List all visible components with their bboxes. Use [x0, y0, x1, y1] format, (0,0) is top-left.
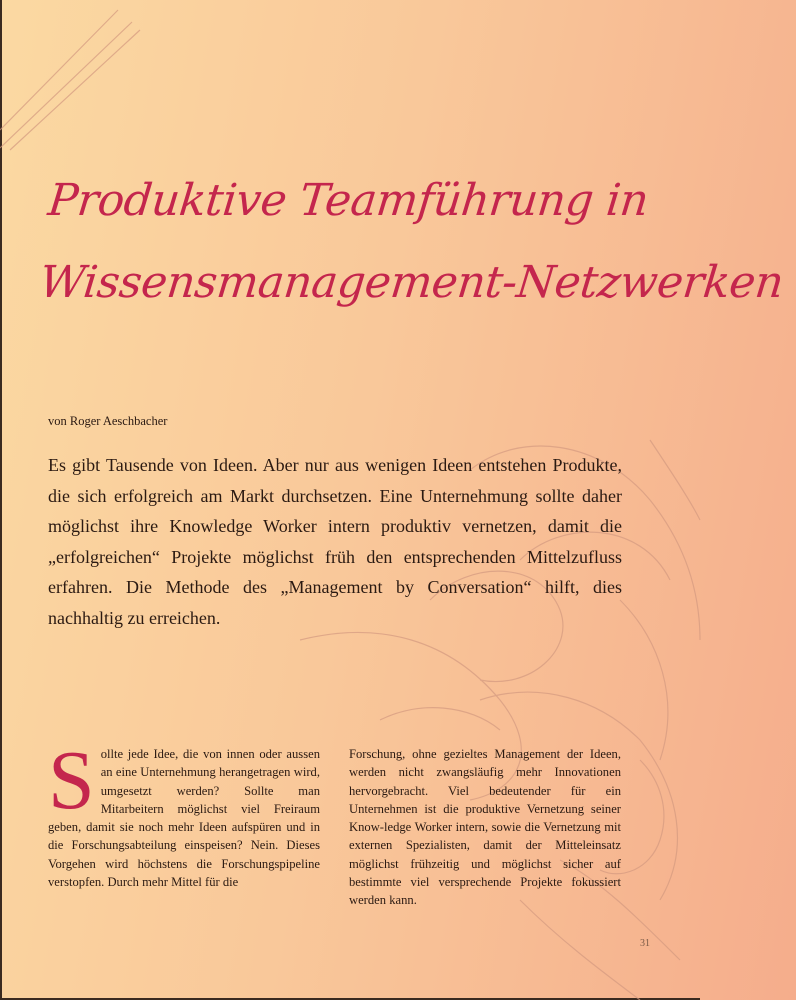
body-column-left — [48, 734, 320, 891]
drop-cap: S — [48, 734, 95, 827]
body-column-left-text: ollte jede Idee, die von innen oder aussen an eine Unternehmung herangetragen wird, umgesetzt werden? Sollte man Mitarbeitern möglichst viel Freiraum geben, damit sie noch mehr Ideen aufspüren und in die Forschungsabteilung einspeisen? Nein. Dieses Vorgehen wird höchstens die Forschungspipeline verstopfen. Durch mehr Mittel für die — [48, 747, 320, 890]
page-number: 31 — [640, 938, 650, 949]
article-title-line-1: Produktive Teamführung in — [45, 175, 651, 226]
page-left-border — [0, 0, 2, 1000]
body-column-right: Forschung, ohne gezieltes Management der Ideen, werden nicht zwangsläufig mehr Innovationen hervorgebracht. Viel bedeutender für ein Unternehmen ist die produktive Vernetzung seiner Know-ledge Worker intern, sowie die Vernetzung mit externen Spezialisten, damit der Mitteleinsatz möglichst frühzeitig und möglichst sicher auf bestimmte viel versprechende Projekte fokussiert werden kann. — [349, 747, 621, 908]
lead-paragraph: Es gibt Tausende von Ideen. Aber nur aus wenigen Ideen entstehen Produkte, die sich erfolgreich am Markt durchsetzen. Eine Unternehmung sollte daher möglichst ihre Knowledge Worker intern produktiv vernetzen, damit die „erfolgreichen“ Projekte möglichst früh den entsprechenden Mittelzufluss erfahren. Die Methode des „Management by Conversation“ hilft, dies nachhaltig zu erreichen. — [48, 455, 622, 628]
article-title-line-2: Wissensmanagement-Netzwerken — [37, 257, 786, 308]
article-title — [35, 160, 786, 324]
author-byline: von Roger Aeschbacher — [48, 414, 168, 428]
